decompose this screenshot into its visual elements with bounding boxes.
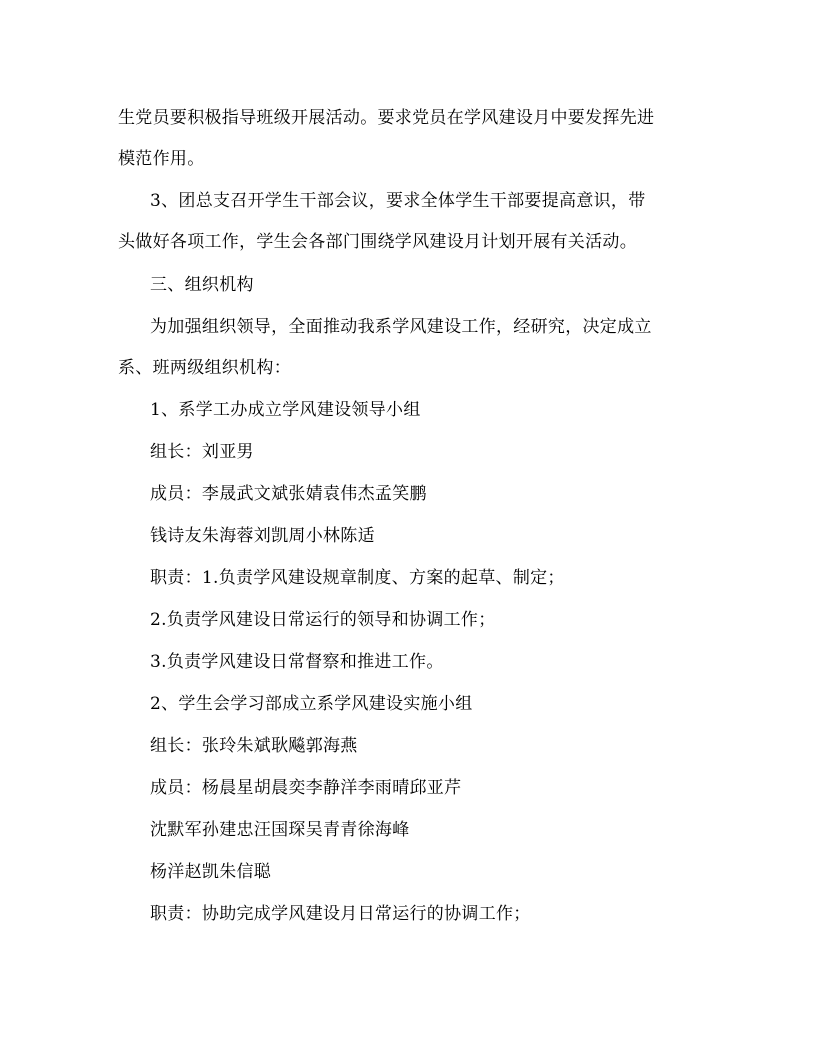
leading-group-duty-2: 2.负责学风建设日常运行的领导和协调工作； (150, 610, 496, 630)
leading-group-leader: 组长：刘亚男 (150, 442, 254, 462)
subsection-implementation-group: 2、学生会学习部成立系学风建设实施小组 (150, 694, 473, 714)
implementation-group-leaders: 组长：张玲朱斌耿飚郭海燕 (150, 736, 358, 756)
paragraph-2-line-2: 头做好各项工作，学生会各部门围绕学风建设月计划开展有关活动。 (118, 232, 637, 252)
implementation-group-members-3: 杨洋赵凯朱信聪 (150, 862, 272, 882)
section-heading-organization: 三、组织机构 (150, 275, 254, 295)
implementation-group-members-2: 沈默军孙建忠汪国琛吴青青徐海峰 (150, 820, 410, 840)
leading-group-members-1: 成员：李晟武文斌张婧袁伟杰孟笑鹏 (150, 484, 427, 504)
subsection-leading-group: 1、系学工办成立学风建设领导小组 (150, 400, 421, 420)
paragraph-1-line-2: 模范作用。 (118, 149, 205, 169)
paragraph-4-line-1: 为加强组织领导，全面推动我系学风建设工作，经研究，决定成立 (150, 317, 652, 337)
paragraph-1-line-1: 生党员要积极指导班级开展活动。要求党员在学风建设月中要发挥先进 (118, 108, 655, 128)
leading-group-duty-3: 3.负责学风建设日常督察和推进工作。 (150, 652, 444, 672)
paragraph-2-line-1: 3、团总支召开学生干部会议，要求全体学生干部要提高意识，带 (150, 191, 646, 211)
paragraph-4-line-2: 系、班两级组织机构： (118, 358, 291, 378)
leading-group-members-2: 钱诗友朱海蓉刘凯周小林陈适 (150, 526, 375, 546)
leading-group-duty-1: 职责：1.负责学风建设规章制度、方案的起草、制定； (150, 568, 565, 588)
implementation-group-members-1: 成员：杨晨星胡晨奕李静洋李雨晴邱亚芹 (150, 778, 462, 798)
implementation-group-duty: 职责：协助完成学风建设月日常运行的协调工作； (150, 904, 531, 924)
